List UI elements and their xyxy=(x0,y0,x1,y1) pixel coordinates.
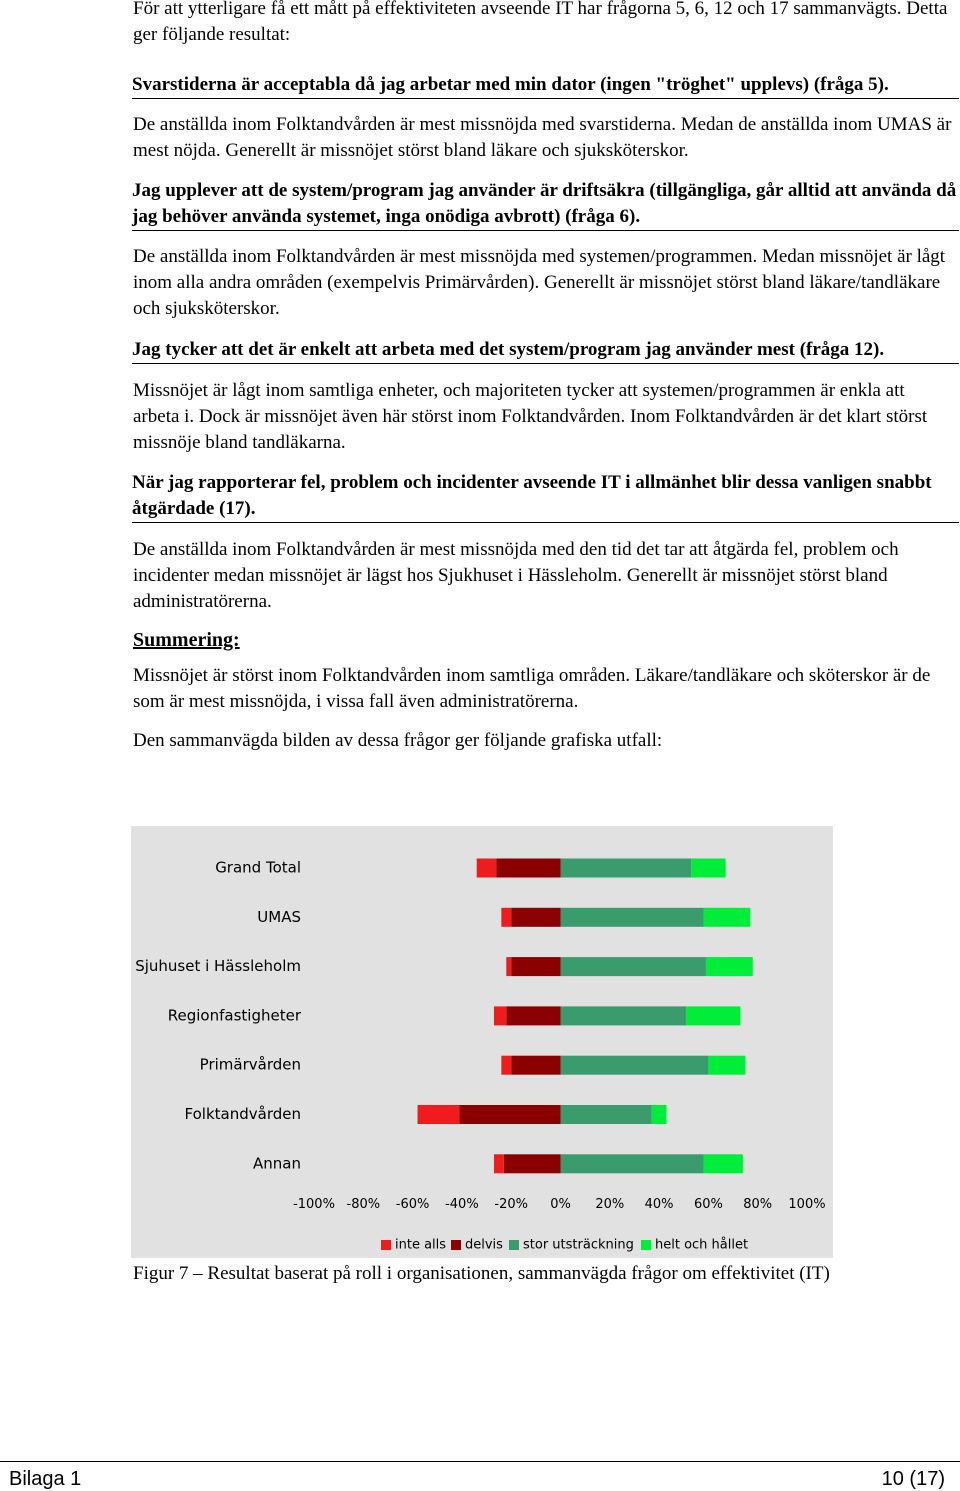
legend-swatch-delvis xyxy=(451,1240,461,1250)
question-5-heading: Svarstiderna är acceptabla då jag arbetar med min dator (ingen "tröghet" upplevs) (fråga 5). xyxy=(132,72,959,99)
bar-inte-alls-folktandv-rden xyxy=(418,1105,460,1124)
answer-5-paragraph: De anställda inom Folktandvården är mest missnöjda med svarstiderna. Medan de anställda inom UMAS är mest nöjda. Generellt är missnöjet störst bland läkare och sjuksköterskor. xyxy=(133,114,952,161)
category-label: Grand Total xyxy=(215,858,301,877)
chart-area xyxy=(131,826,833,1258)
page-footer xyxy=(0,1461,960,1490)
x-tick-label: 20% xyxy=(595,1197,625,1212)
question-12-heading: Jag tycker att det är enkelt att arbeta med det system/program jag använder mest (fråga 12). xyxy=(132,337,959,364)
bar-inte-alls-prim-rv-rden xyxy=(501,1056,511,1075)
x-tick-label: -20% xyxy=(494,1197,528,1212)
answer-17-paragraph: De anställda inom Folktandvården är mest missnöjda med den tid det tar att åtgärda fel, problem och incidenter medan missnöjet är lägst hos Sjukhuset i Hässleholm. Generellt är missnöjet störst bland administratörerna. xyxy=(133,539,899,612)
x-tick-label: -80% xyxy=(346,1197,381,1212)
legend-label: helt och hållet xyxy=(655,1237,749,1253)
bar-inte-alls-umas xyxy=(501,908,511,927)
bar-delvis-prim-rv-rden xyxy=(511,1056,560,1075)
bar-stor-utstr-ckning-annan xyxy=(561,1154,704,1173)
bar-delvis-folktandv-rden xyxy=(459,1105,560,1124)
diverging-bar-chart xyxy=(131,826,833,1258)
x-tick-label: 0% xyxy=(550,1197,571,1212)
x-tick-label: -100% xyxy=(293,1197,335,1212)
bar-helt-och-h-llet-folktandv-rden xyxy=(652,1105,667,1124)
legend-swatch-inte-alls xyxy=(381,1240,391,1250)
category-label: Folktandvården xyxy=(184,1105,301,1123)
question-6-heading: Jag upplever att de system/program jag använder är driftsäkra (tillgängliga, går alltid att använda då jag behöver använda systemet, inga onödiga avbrott) (fråga 6). xyxy=(132,178,959,231)
bar-stor-utstr-ckning-regionfastigheter xyxy=(561,1006,687,1025)
summary-heading: Summering: xyxy=(133,629,240,651)
answer-12-paragraph: Missnöjet är lågt inom samtliga enheter, och majoriteten tycker att systemen/programmen är enkla att arbeta i. Dock är missnöjet även här störst inom Folktandvården. Inom Folktandvården är det klart störst missnöje bland tandläkarna. xyxy=(133,380,928,453)
bar-delvis-regionfastigheter xyxy=(506,1006,560,1025)
chart-intro-paragraph: Den sammanvägda bilden av dessa frågor ger följande grafiska utfall: xyxy=(133,730,663,751)
question-17-heading: När jag rapporterar fel, problem och incidenter avseende IT i allmänhet blir dessa vanligen snabbt åtgärdade (17). xyxy=(132,470,959,523)
document-body xyxy=(133,0,955,754)
category-label: Sjuhuset i Hässleholm xyxy=(135,957,301,976)
bar-helt-och-h-llet-annan xyxy=(703,1154,742,1173)
x-tick-label: -40% xyxy=(445,1197,479,1212)
category-label: Primärvården xyxy=(199,1055,301,1074)
summary-paragraph: Missnöjet är störst inom Folktandvården inom samtliga områden. Läkare/tandläkare och sköterskor är de som är mest missnöjda, i vissa fall även administratörerna. xyxy=(133,665,931,712)
bar-stor-utstr-ckning-prim-rv-rden xyxy=(561,1056,709,1075)
bar-helt-och-h-llet-umas xyxy=(703,908,750,927)
bar-inte-alls-annan xyxy=(494,1154,504,1173)
legend-swatch-stor-utstr-ckning xyxy=(509,1240,519,1250)
x-tick-label: 80% xyxy=(743,1197,773,1212)
bar-helt-och-h-llet-regionfastigheter xyxy=(686,1006,740,1025)
bar-helt-och-h-llet-prim-rv-rden xyxy=(708,1056,745,1075)
category-label: UMAS xyxy=(257,907,301,926)
x-tick-label: -60% xyxy=(395,1197,430,1212)
footer-appendix-label: Bilaga 1 xyxy=(9,1468,82,1490)
bar-stor-utstr-ckning-grand-total xyxy=(561,859,692,878)
bar-stor-utstr-ckning-folktandv-rden xyxy=(561,1105,652,1124)
intro-paragraph: För att ytterligare få ett mått på effektiviteten avseende IT har frågorna 5, 6, 12 och 17 sammanvägts. Detta ger följande resultat: xyxy=(133,0,948,45)
answer-6-paragraph: De anställda inom Folktandvården är mest missnöjda med systemen/programmen. Medan missnöjet är lågt inom alla andra områden (exempelvis Primärvården). Generellt är missnöjet störst bland läkare/tandläkare och sjuksköterskor. xyxy=(133,246,946,319)
footer-page-number: 10 (17) xyxy=(881,1468,945,1490)
category-label: Annan xyxy=(253,1154,301,1173)
bar-delvis-annan xyxy=(504,1154,561,1173)
bar-delvis-grand-total xyxy=(496,859,560,878)
bar-inte-alls-sjuhuset-i-h-ssleholm xyxy=(506,957,511,976)
bar-helt-och-h-llet-sjuhuset-i-h-ssleholm xyxy=(706,957,753,976)
x-tick-label: 100% xyxy=(788,1197,826,1212)
legend-label: stor utsträckning xyxy=(523,1237,634,1253)
bar-inte-alls-grand-total xyxy=(477,859,497,878)
bar-stor-utstr-ckning-umas xyxy=(561,908,704,927)
bar-helt-och-h-llet-grand-total xyxy=(691,859,726,878)
category-label: Regionfastigheter xyxy=(167,1006,301,1025)
bar-delvis-sjuhuset-i-h-ssleholm xyxy=(511,957,560,976)
figure-caption: Figur 7 – Resultat baserat på roll i organisationen, sammanvägda frågor om effektivitet (IT) xyxy=(133,1263,830,1284)
x-tick-label: 40% xyxy=(644,1197,674,1212)
bar-delvis-umas xyxy=(511,908,560,927)
bar-stor-utstr-ckning-sjuhuset-i-h-ssleholm xyxy=(561,957,706,976)
legend-label: delvis xyxy=(465,1237,503,1253)
legend-swatch-helt-och-h-llet xyxy=(641,1240,651,1250)
legend-label: inte alls xyxy=(395,1237,447,1253)
x-tick-label: 60% xyxy=(693,1197,723,1212)
bar-inte-alls-regionfastigheter xyxy=(494,1006,506,1025)
